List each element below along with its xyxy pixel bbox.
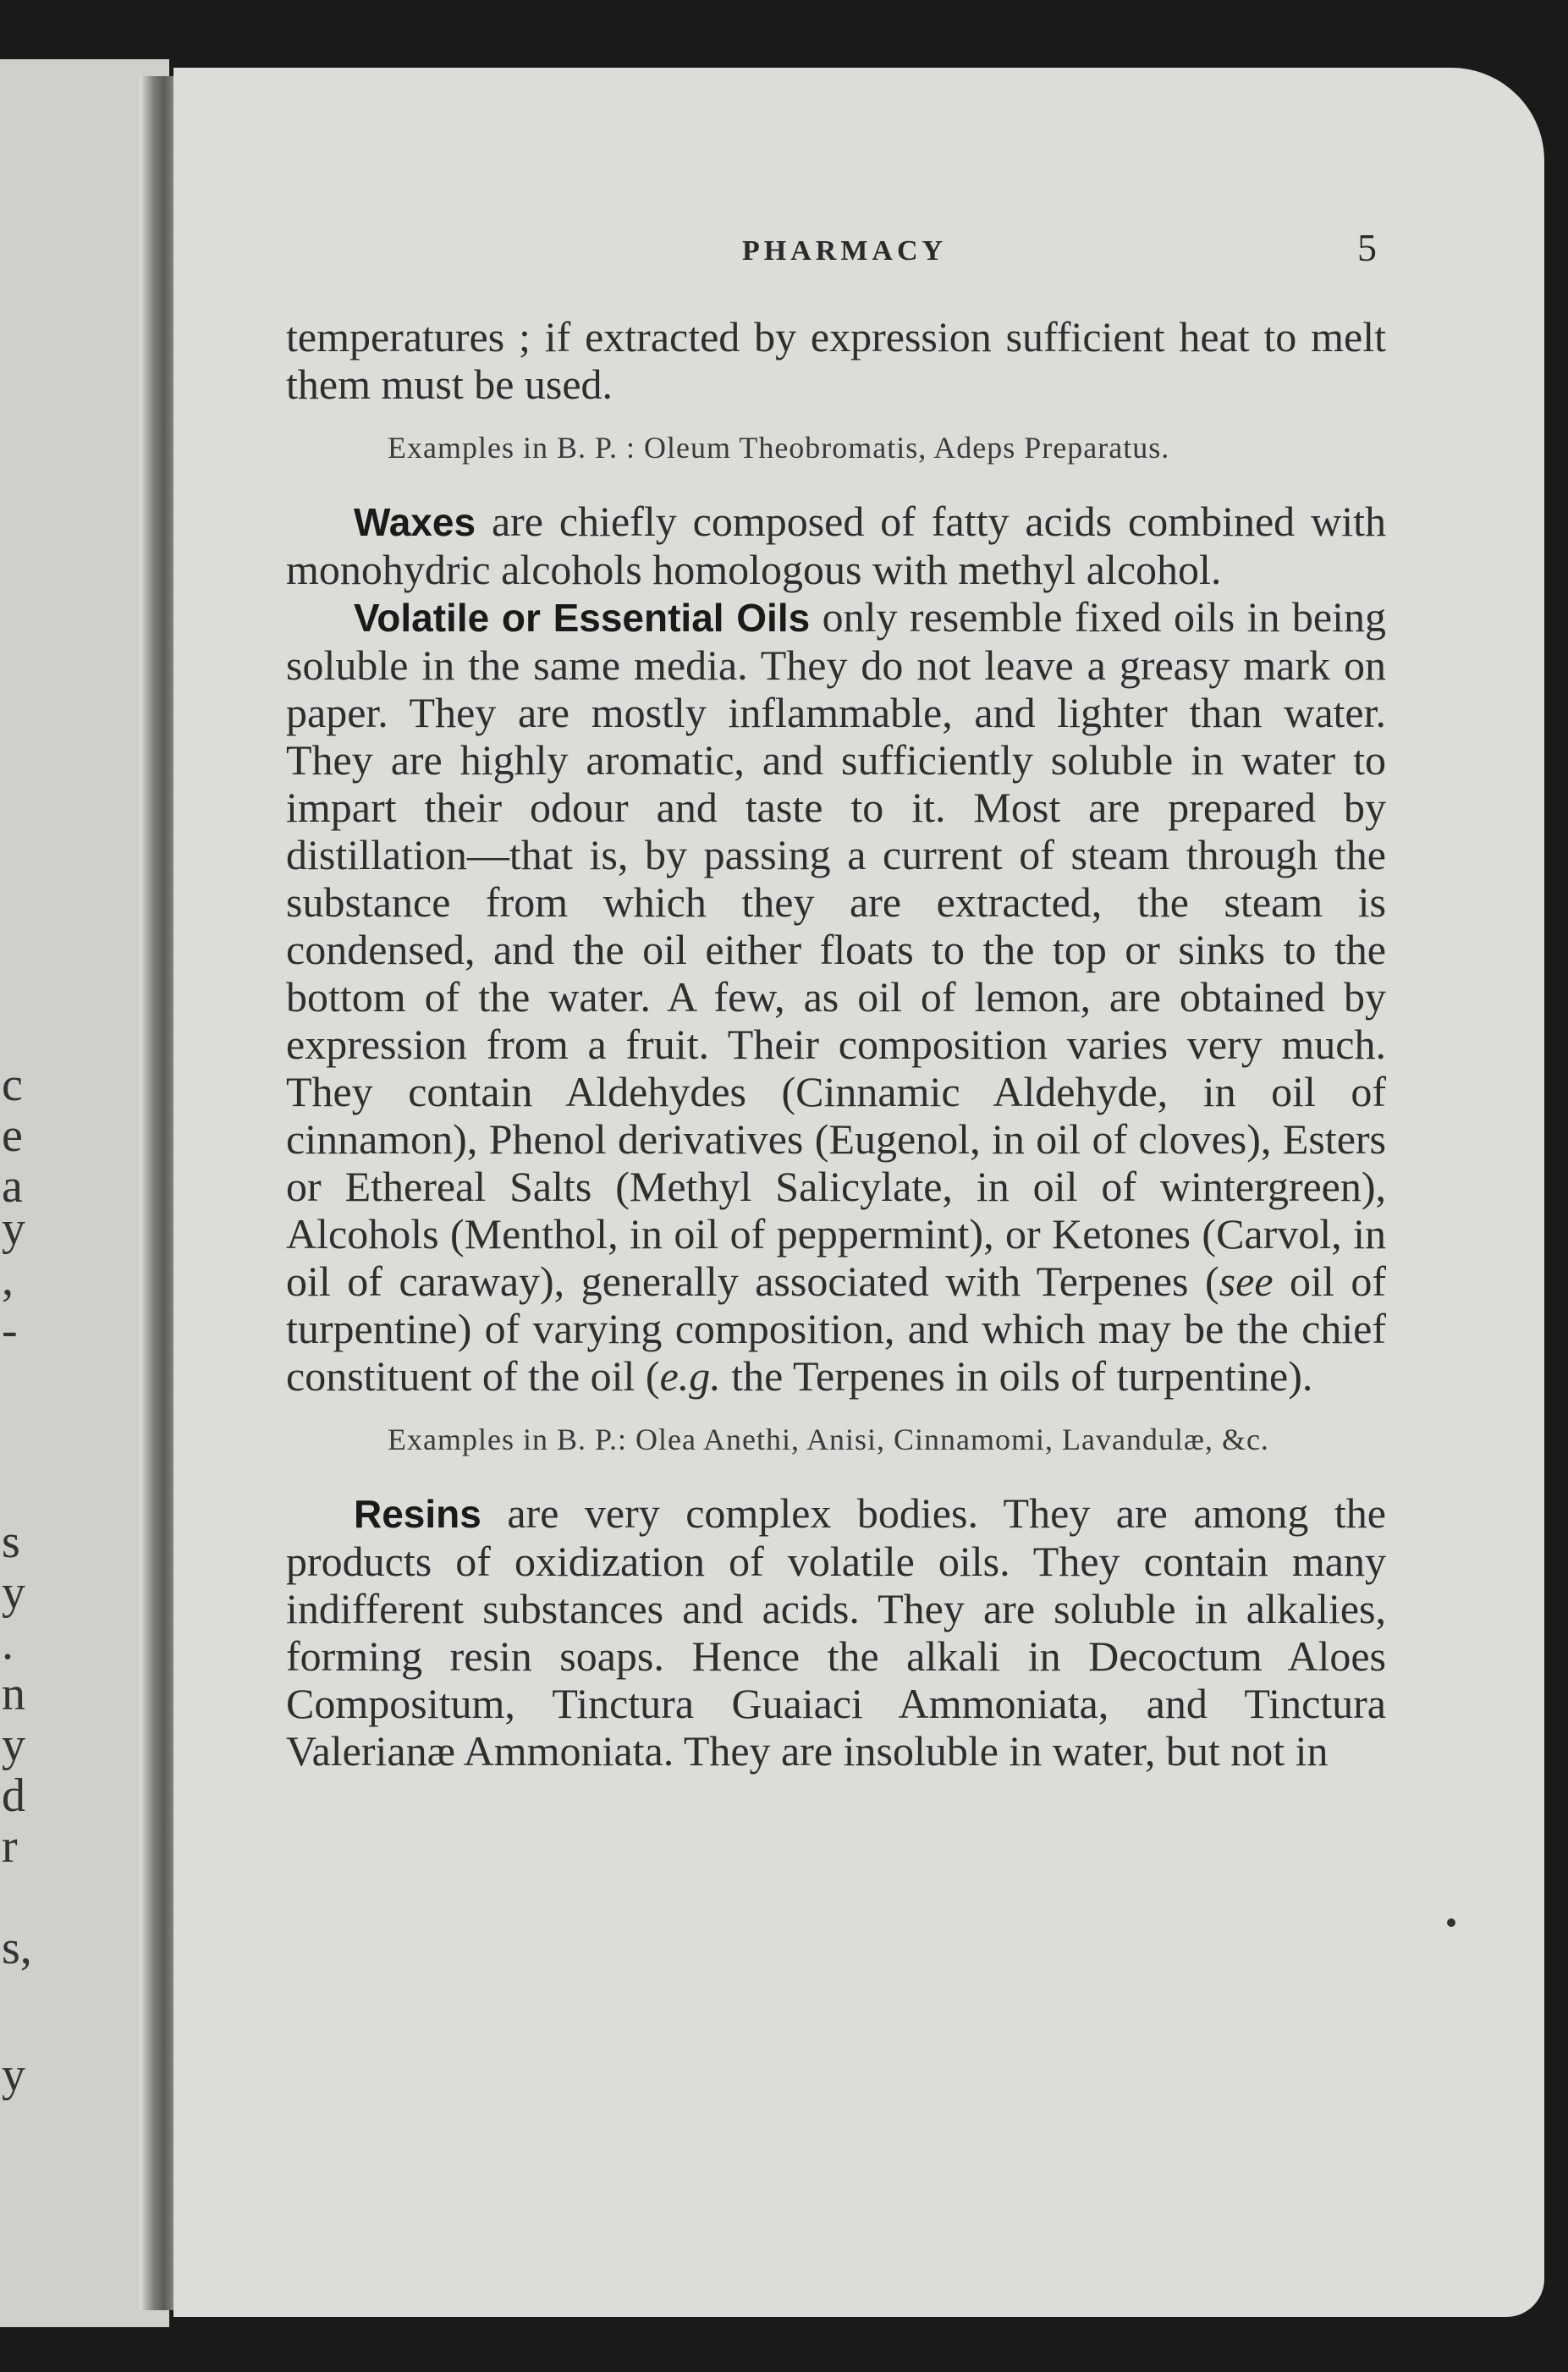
page-number: 5 [1357, 226, 1377, 269]
page-body [286, 313, 1386, 1775]
margin-char: r [2, 1820, 18, 1873]
italic-eg: e.g. [659, 1352, 721, 1400]
paragraph-waxes [286, 498, 1386, 593]
running-head: PHARMACY [742, 235, 948, 267]
margin-char: y [2, 1203, 25, 1255]
paragraph-volatile-oils [286, 593, 1386, 1400]
paragraph-text: oil of turpentine) of varying composition, and which may be the chief constituent of the oil ( [286, 1258, 1387, 1400]
margin-char: a [2, 1160, 23, 1213]
paragraph-continued: temperatures ; if extracted by expression sufficient heat to melt them must be used. [286, 313, 1386, 408]
margin-char: c [2, 1059, 23, 1111]
margin-char: y [2, 1719, 25, 1771]
paragraph-text: are chiefly composed of fatty acids combined with monohydric alcohols homologous with methyl alcohol. [286, 498, 1386, 593]
paper-speck [1447, 1918, 1455, 1927]
term-waxes: Waxes [354, 500, 476, 544]
paragraph-text: the Terpenes in oils of turpentine). [720, 1352, 1313, 1400]
margin-char: . [2, 1617, 14, 1670]
margin-char: y [2, 1566, 25, 1619]
margin-char: n [2, 1668, 25, 1720]
examples-note: Examples in B. P.: Olea Anethi, Anisi, Cinnamomi, Lavandulæ, &c. [388, 1423, 1269, 1456]
examples-note: Examples in B. P. : Oleum Theobromatis, Adeps Preparatus. [388, 431, 1170, 465]
margin-char: e [2, 1109, 23, 1162]
margin-char: - [2, 1304, 18, 1357]
term-volatile-oils: Volatile or Essential Oils [354, 596, 811, 640]
margin-char: s, [2, 1922, 32, 1974]
term-resins: Resins [354, 1492, 481, 1536]
margin-char: , [2, 1253, 14, 1306]
italic-see: see [1219, 1258, 1274, 1305]
paragraph-resins [286, 1489, 1386, 1775]
paragraph-text: only resemble fixed oils in being soluble in the same media. They do not leave a greasy mark on paper. They are mostly inflammable, and lighter than water. They are highly aromatic, and sufficiently soluble in water to impart their odour and taste to it. Most are prepared by distillation—that is, by passing a current of steam through the substance from which they are extracted, the steam is condensed, and the oil either floats to the top or sinks to the bottom of the water. A few, as oil of lemon, are obtained by expression from a fruit. Their composition varies very much. They contain Aldehydes (Cinnamic Aldehyde, in oil of cinnamon), Phenol derivatives (Eugenol, in oil of cloves), Esters or Ethereal Salts (Methyl Salicylate, in oil of wintergreen), Alcohols (Menthol, in oil of peppermint), or Ketones (Carvol, in oil of caraway), generally associated with Terpenes ( [286, 593, 1387, 1305]
margin-char: s [2, 1516, 20, 1568]
margin-char: d [2, 1769, 25, 1822]
facing-page-margin-text [0, 59, 34, 2327]
margin-char: y [2, 2049, 25, 2101]
paragraph-text: are very complex bodies. They are among the products of oxidization of volatile oils. They contain many indifferent substances and acids. They are soluble in alkalies, forming resin soaps. Hence the alkali in Decoctum Aloes Compositum, Tinctura Guaiaci Ammoniata, and Tinctura Valerianæ Ammoniata. They are insoluble in water, but not in [286, 1489, 1386, 1775]
